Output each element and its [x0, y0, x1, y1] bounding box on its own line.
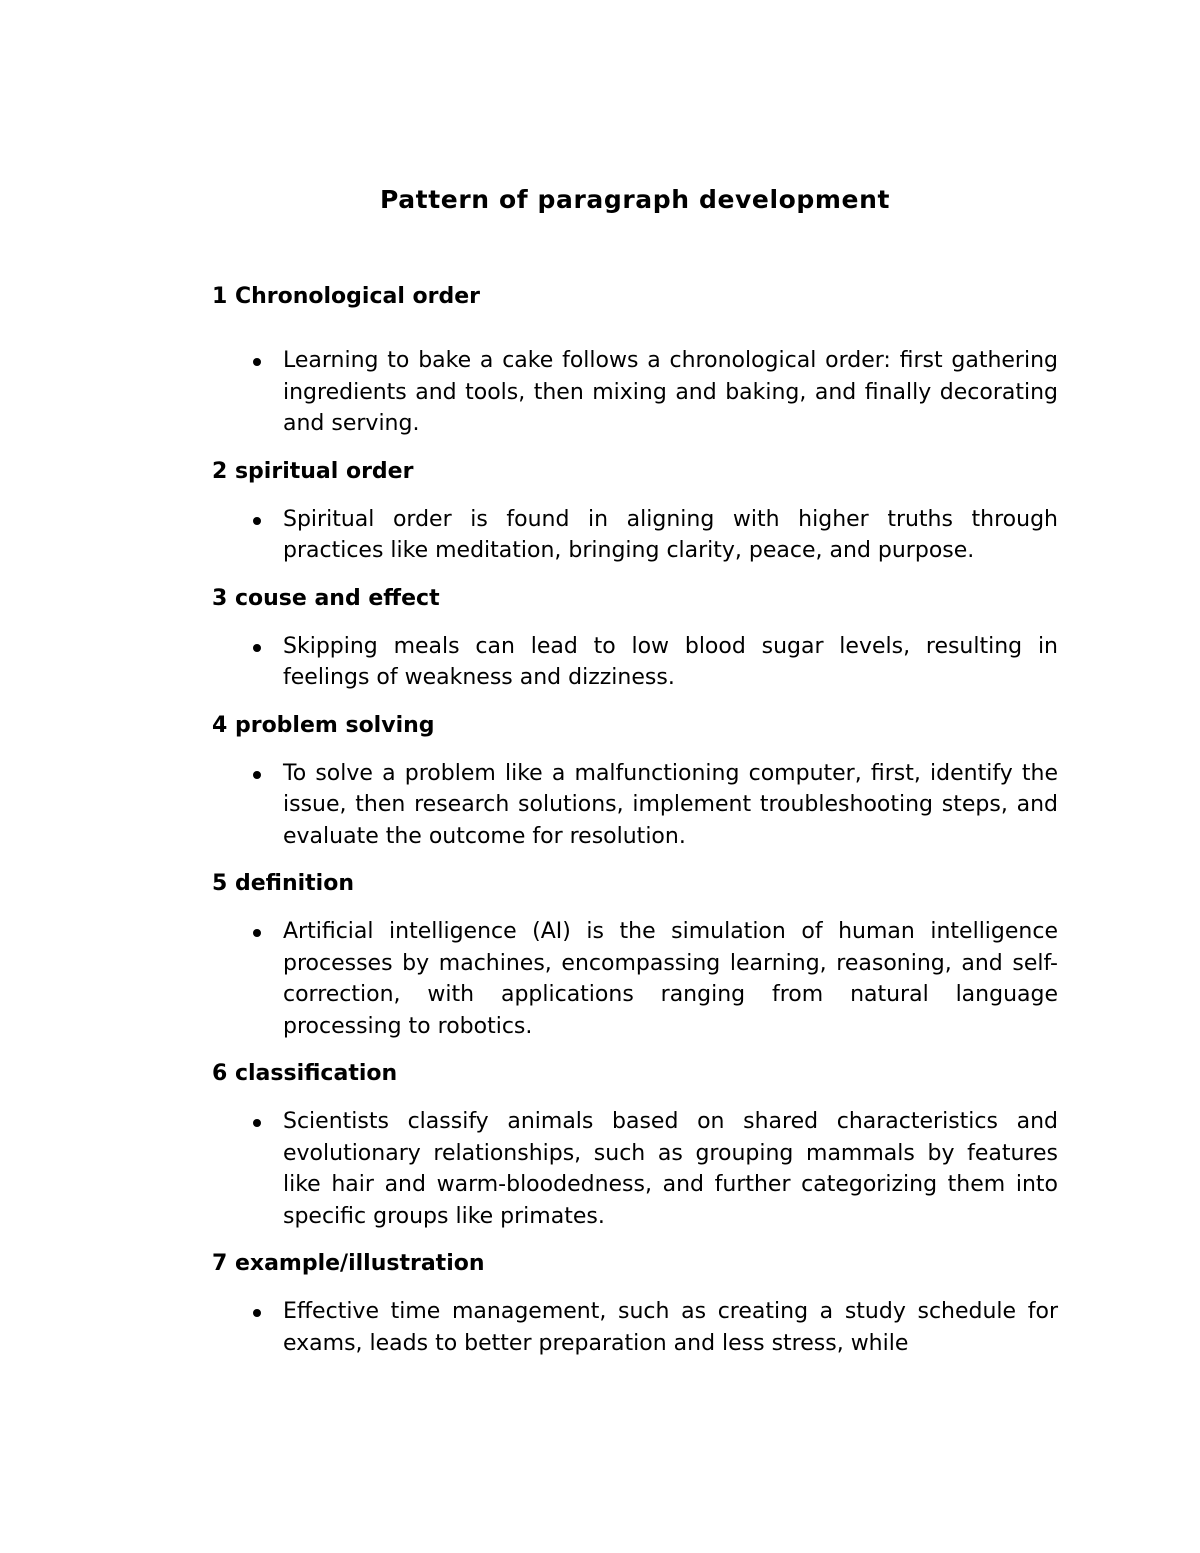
section-heading: 6 classification: [212, 1061, 398, 1086]
bullet-text: Learning to bake a cake follows a chronological order: first gathering ingredients and tools, then mixing and baking, and finally decorating and serving.: [283, 348, 1058, 436]
bullet-icon: [253, 1119, 261, 1127]
bullet-icon: [253, 1309, 261, 1317]
list-item: [212, 1106, 1058, 1232]
page-title: Pattern of paragraph development: [379, 185, 891, 214]
section-heading: 2 spiritual order: [212, 458, 414, 484]
section-definition: [212, 869, 1058, 1042]
section-cause-and-effect: [212, 584, 1058, 694]
bullet-list: [212, 1296, 1058, 1359]
bullet-list: [212, 504, 1058, 567]
section-example-illustration: [212, 1249, 1058, 1359]
section-chronological-order: [212, 282, 1058, 440]
section-heading: 3 couse and effect: [212, 585, 440, 611]
bullet-icon: [253, 644, 261, 652]
list-item: [212, 631, 1058, 694]
bullet-list: [212, 916, 1058, 1042]
bullet-icon: [253, 358, 261, 366]
bullet-list: [212, 1106, 1058, 1232]
list-item: [212, 504, 1058, 567]
section-heading: 4 problem solving: [212, 712, 435, 738]
section-problem-solving: [212, 711, 1058, 853]
list-item: [212, 1296, 1058, 1359]
list-item: [212, 345, 1058, 440]
section-heading: 1 Chronological order: [212, 284, 481, 309]
section-heading: 5 definition: [212, 871, 354, 896]
bullet-icon: [253, 771, 261, 779]
bullet-text: Artificial intelligence (AI) is the simulation of human intelligence processes by machines, encompassing learning, reasoning, and self-correction, with applications ranging from natural language processing to robotics.: [283, 919, 1058, 1039]
bullet-text: Spiritual order is found in aligning with higher truths through practices like meditation, bringing clarity, peace, and purpose.: [283, 506, 1058, 563]
bullet-list: [212, 345, 1058, 440]
bullet-text: Skipping meals can lead to low blood sugar levels, resulting in feelings of weakness and dizziness.: [283, 633, 1058, 690]
bullet-icon: [253, 929, 261, 937]
bullet-text: Scientists classify animals based on shared characteristics and evolutionary relationships, such as grouping mammals by features like hair and warm-bloodedness, and further categorizing them into specific groups like primates.: [283, 1109, 1058, 1229]
bullet-list: [212, 758, 1058, 853]
list-item: [212, 916, 1058, 1042]
bullet-text: Effective time management, such as creating a study schedule for exams, leads to better preparation and less stress, while: [283, 1299, 1058, 1356]
bullet-icon: [253, 517, 261, 525]
document-body: [212, 282, 1058, 1376]
bullet-text: To solve a problem like a malfunctioning computer, first, identify the issue, then research solutions, implement troubleshooting steps, and evaluate the outcome for resolution.: [283, 760, 1058, 849]
bullet-list: [212, 631, 1058, 694]
list-item: [212, 758, 1058, 853]
section-spiritual-order: [212, 457, 1058, 567]
section-heading: 7 example/illustration: [212, 1251, 485, 1276]
section-classification: [212, 1059, 1058, 1232]
